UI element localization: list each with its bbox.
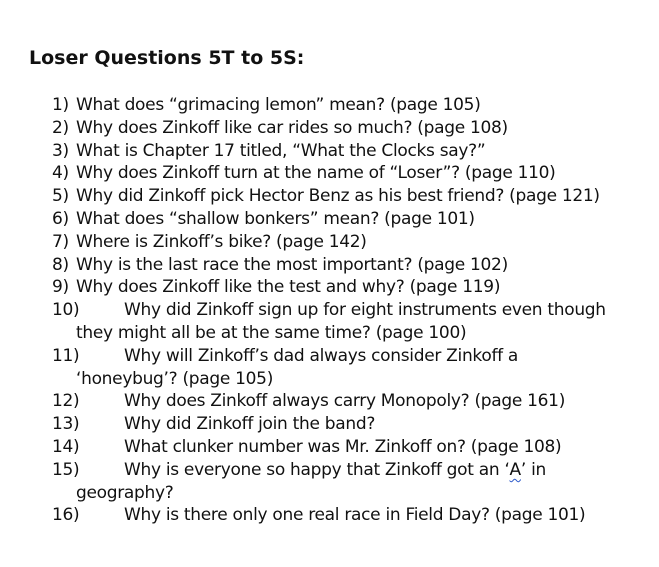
question-list: [52, 94, 652, 527]
question-text: Why does Zinkoff turn at the name of “Loser”? (page 110): [76, 163, 556, 184]
question-item: [52, 436, 652, 459]
question-text: Why did Zinkoff join the band?: [124, 414, 376, 435]
question-item: [52, 413, 652, 436]
question-number: 5): [52, 186, 69, 207]
question-text: Why does Zinkoff always carry Monopoly? (page 161): [124, 391, 566, 412]
question-text-continuation: they might all be at the same time? (page 100): [76, 322, 467, 343]
question-item: [52, 390, 652, 413]
question-text-part: ’ in: [520, 459, 546, 480]
question-text-continuation: ‘honeybug’? (page 105): [76, 368, 274, 389]
question-text: Why will Zinkoff’s dad always consider Zinkoff a: [124, 345, 519, 366]
question-text: [124, 459, 652, 482]
question-number: 12): [52, 391, 80, 412]
question-text: What does “shallow bonkers” mean? (page 101): [76, 208, 475, 229]
question-number: 13): [52, 414, 80, 435]
question-number: 2): [52, 117, 69, 138]
question-text: Why did Zinkoff pick Hector Benz as his best friend? (page 121): [76, 186, 600, 207]
question-number: 8): [52, 254, 69, 275]
question-text: Why is there only one real race in Field Day? (page 101): [124, 505, 586, 526]
question-item: [52, 504, 652, 527]
question-number: 9): [52, 277, 69, 298]
question-text: Why does Zinkoff like the test and why? (page 119): [76, 277, 501, 298]
question-item: [52, 208, 652, 231]
question-item: [52, 185, 652, 208]
question-number: 3): [52, 140, 69, 161]
question-number: 10): [52, 300, 80, 321]
question-number: 15): [52, 459, 80, 480]
spellcheck-flagged-word[interactable]: A: [509, 459, 521, 480]
question-text: Why does Zinkoff like car rides so much? (page 108): [76, 117, 508, 138]
question-number: 7): [52, 231, 69, 252]
question-item: [52, 94, 652, 117]
question-text: What clunker number was Mr. Zinkoff on? (page 108): [124, 436, 562, 457]
question-item: [52, 299, 652, 345]
question-text: Why did Zinkoff sign up for eight instruments even though: [124, 300, 606, 321]
question-text: What does “grimacing lemon” mean? (page 105): [76, 95, 481, 115]
question-item: [52, 162, 652, 185]
question-number: 11): [52, 345, 80, 366]
question-number: 16): [52, 505, 80, 526]
question-text: Where is Zinkoff’s bike? (page 142): [76, 231, 367, 252]
question-number: 6): [52, 208, 69, 229]
question-number: 1): [52, 95, 69, 115]
question-text: Why is the last race the most important? (page 102): [76, 254, 508, 275]
question-number: 14): [52, 436, 80, 457]
question-item: [52, 254, 652, 277]
question-item: [52, 459, 652, 505]
question-item: [52, 231, 652, 254]
question-item: [52, 140, 652, 163]
question-number: 4): [52, 163, 69, 184]
question-item: [52, 345, 652, 391]
question-item: [52, 117, 652, 140]
question-text: What is Chapter 17 titled, “What the Clocks say?”: [76, 140, 486, 161]
question-text-part: Why is everyone so happy that Zinkoff got an ‘: [124, 459, 510, 480]
document-title: Loser Questions 5T to 5S:: [29, 47, 305, 69]
question-item: [52, 276, 652, 299]
question-text-continuation: geography?: [76, 482, 174, 503]
